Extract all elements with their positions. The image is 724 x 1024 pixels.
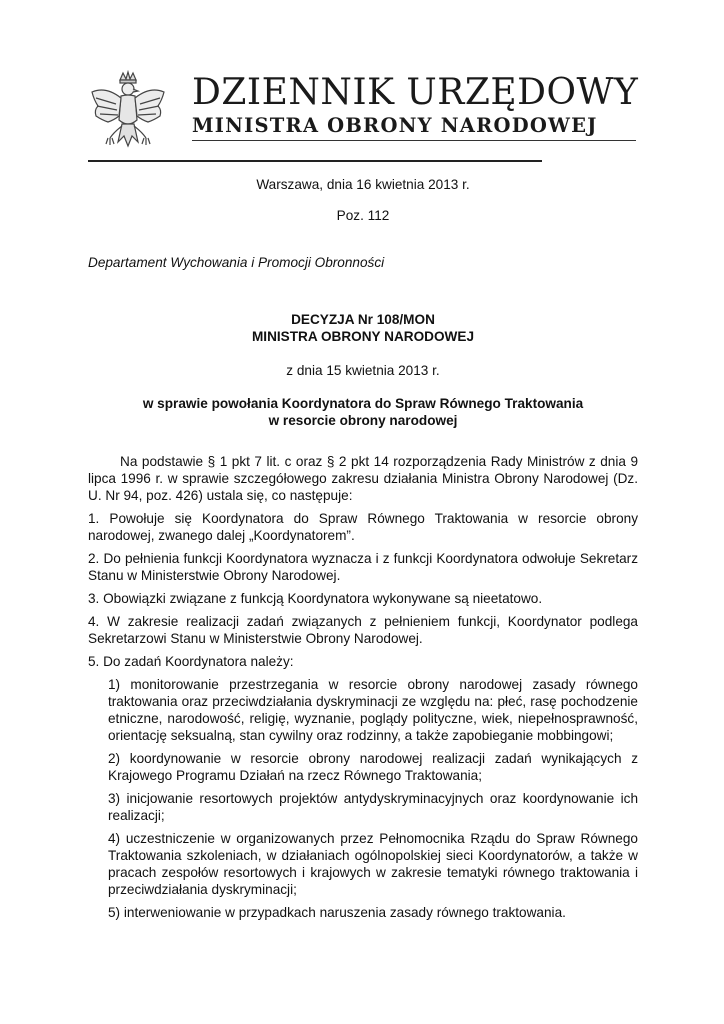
decision-subject-line2: w resorcie obrony narodowej bbox=[268, 413, 458, 428]
decision-subject bbox=[88, 395, 638, 429]
task-item: 3) inicjowanie resortowych projektów antydyskryminacyjnych oraz koordynowanie ich realizacji; bbox=[108, 791, 638, 823]
task-item: 1) monitorowanie przestrzegania w resorcie obrony narodowej zasady równego traktowania oraz przeciwdziałania dyskryminacji ze względu na: płeć, rasę pochodzenie etniczne, narodowość, religię, wyznanie, poglądy polityczne, wiek, niepełnosprawność, orientację seksualną, stan cywilny oraz rodzinny, a także zapobieganie mobbingowi; bbox=[108, 677, 638, 743]
polish-eagle-emblem bbox=[88, 70, 168, 162]
task-item: 4) uczestniczenie w organizowanych przez Pełnomocnika Rządu do Spraw Równego Traktowania szkoleniach, w działaniach ogólnopolskiej sieci Koordynatorów, a także w pracach zespołów resortowych i krajowych w zakresie tematyki równego traktowania i przeciwdziałania dyskryminacji; bbox=[108, 831, 638, 897]
header-rule bbox=[88, 160, 542, 162]
place-date: Warszawa, dnia 16 kwietnia 2013 r. bbox=[256, 177, 470, 192]
paragraph-4: 4. W zakresie realizacji zadań związanych z pełnieniem funkcji, Koordynator podlega Sekretarzowi Stanu w Ministerstwie Obrony Narodowej. bbox=[88, 614, 638, 646]
paragraph-2: 2. Do pełnienia funkcji Koordynatora wyznacza i z funkcji Koordynatora odwołuje Sekretarz Stanu w Ministerstwie Obrony Narodowej. bbox=[88, 551, 638, 583]
position-number: Poz. 112 bbox=[336, 208, 390, 223]
masthead bbox=[88, 70, 644, 170]
task-list bbox=[88, 676, 638, 921]
decision-number: DECYZJA Nr 108/MON bbox=[291, 312, 435, 327]
decision-date: z dnia 15 kwietnia 2013 r. bbox=[286, 363, 440, 378]
legal-basis-intro: Na podstawie § 1 pkt 7 lit. c oraz § 2 pkt 14 rozporządzenia Rady Ministrów z dnia 9 lipca 1996 r. w sprawie szczegółowego zakresu działania Ministra Obrony Narodowej (Dz. U. Nr 94, poz. 426) ustala się, co następuje: bbox=[88, 454, 638, 503]
paragraph-1: 1. Powołuje się Koordynatora do Spraw Równego Traktowania w resorcie obrony narodowej, zwanego dalej „Koordynatorem”. bbox=[88, 511, 638, 543]
decision-subject-line1: w sprawie powołania Koordynatora do Spraw Równego Traktowania bbox=[142, 396, 584, 411]
paragraph-3: 3. Obowiązki związane z funkcją Koordynatora wykonywane są nieetatowo. bbox=[88, 591, 543, 606]
department-name: Departament Wychowania i Promocji Obronności bbox=[88, 255, 385, 270]
decision-issuer: MINISTRA OBRONY NARODOWEJ bbox=[251, 329, 475, 344]
masthead-title: DZIENNIK URZĘDOWY bbox=[192, 72, 639, 113]
paragraph-5: 5. Do zadań Koordynatora należy: bbox=[88, 654, 294, 669]
masthead-divider bbox=[192, 140, 636, 141]
task-item: 5) interweniowanie w przypadkach naruszenia zasady równego traktowania. bbox=[108, 905, 566, 920]
decision-title bbox=[88, 311, 638, 345]
masthead-subtitle: MINISTRA OBRONY NARODOWEJ bbox=[192, 114, 598, 137]
task-item: 2) koordynowanie w resorcie obrony narodowej realizacji zadań wynikających z Krajowego Programu Działań na rzecz Równego Traktowania; bbox=[108, 751, 638, 783]
document-body bbox=[88, 176, 638, 921]
